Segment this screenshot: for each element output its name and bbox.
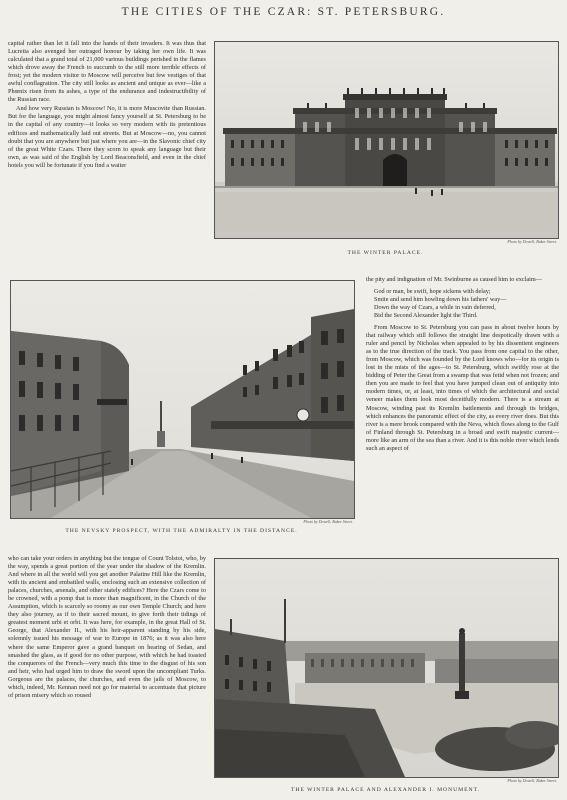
body-paragraph: the pity and indignation of Mr. Swinburne as caused him to exclaim— (366, 276, 543, 283)
alexander-monument-credit: Photo by Dowell, Baker Street. (507, 778, 557, 783)
poem-quote (374, 288, 559, 320)
winter-palace-caption: THE WINTER PALACE. (347, 250, 424, 256)
nevsky-prospect-credit: Photo by Dowell, Baker Street. (303, 519, 353, 524)
body-paragraph: who can take your orders in anything but the tongue of Count Tolstoi, who, by the way, spends a great portion of the year under the shadow of the Kremlin. And where in all the world will you get another Palatine Hill like the Kremlin, with its ancient and embattled walls, enclosing such an extensive collection of palaces, churches, arsenals, and other stately edifices? Here the Czars come to be crowned, with a pomp that is more than magnificent, in the Church of the Assumption, which is scarcely so roomy as our own Temple Church; and here they also journey, as if to their sacred mount, to give forth their tidings of greatest moment urbi et orbi. It was here, for example, in the great Hall of St. George, that Alexander II., with his heir-apparent standing by his side, solemnly issued his message of war to Europe in 1876; as it was also here where the same Emperor gave a grand banquet on hearing of Sedan, and smashed the glass, as if good for no other purpose, with which he had toasted the conquerors of the French—very much this time to the disgust of his son and heir, who had urged him to draw the sword upon the uncompliant Turks. Gorgeous are the palaces, the churches, and even the jails of Moscow, to which, indeed, Mr. Kennan need not go for material to accentuate that picture of prison misery which so roused (8, 555, 206, 699)
text-column-bottom-left (8, 555, 206, 795)
poem-line: God or man, be swift, hope sickens with delay; (374, 288, 491, 296)
text-column-middle-right (366, 276, 559, 532)
page-header: THE CITIES OF THE CZAR: ST. PETERSBURG. (121, 6, 446, 18)
body-paragraph: capital rather than let it fall into the hands of their invaders. It was thus that Lucretia also avenged her outraged honour by taking her own life. It was calculated that a grand total of 21,000 various buildings perished in the flames which drove away the French to succumb to the still more terrible effects of frost; yet the modern visitor to Moscow will perceive but few vestiges of that awful conflagration. The city still looks as ancient and unique as ever—like a Phœnix risen from its ashes, a type of the endurance and indestructibility of the Russian race. (8, 40, 206, 104)
poem-line: Bid the Second Alexander light the Third. (374, 312, 478, 320)
body-paragraph: From Moscow to St. Petersburg you can pass in about twelve hours by that railway which still follows the straight line despotically drawn with a ruler and pencil by Nicholas when appealed to by his dissentient engineers as to the true direction of the track. You pass from one capital to the other, from Moscow, which was founded by the Lord knows who—for its origin is lost in the mists of the ages—to St. Petersburg, which swiftly rose at the bidding of Peter the Great from a swamp that was fetid when not frozen; and then you are made to feel that you have jumped clean out of antiquity into modern times, or, at least, into times of which the architectural and social veneer makes them look most deceitfully modern. There is a stream at Moscow, winding past its Kremlin battlements and through its bridges, which enhances the panoramic effect of the city, as every river does. But this river is a mere brook compared with the Neva, which flows along to the Gulf of Finland through St. Petersburg in a broad and swift majestic current—more like an arm of the sea than a river. And it is this noble river which lends such an aspect of (366, 324, 560, 452)
winter-palace-photo (214, 41, 559, 239)
poem-line: Down the way of Czars, a while in vain deferred, (374, 304, 496, 312)
nevsky-prospect-photo (10, 280, 355, 519)
nevsky-prospect-caption: THE NEVSKY PROSPECT, WITH THE ADMIRALTY IN THE DISTANCE. (65, 528, 298, 534)
body-paragraph: And how very Russian is Moscow! No, it is more Muscovite than Russian. But for the language, you might almost fancy yourself at St. Petersburg to be in the capital of any country—it looks so very modern with its pretentious edifices and mathematically laid out streets. But at Moscow—no, you cannot doubt that you are anywhere but just where you are—in the Slavonic chief city of the great White Czars. There they scorn to speak any language but their own, as was said of the English by Lord Beaconsfield, and even in the chief hotels you will be fortunate if you find a waiter (8, 105, 206, 169)
poem-line: Smite and send him howling down his fathers' way— (374, 296, 507, 304)
alexander-monument-caption: THE WINTER PALACE AND ALEXANDER I. MONUMENT. (290, 787, 480, 793)
text-column-top-left (8, 40, 206, 240)
winter-palace-credit: Photo by Dowell, Baker Street. (507, 239, 557, 244)
alexander-monument-photo (214, 558, 559, 778)
